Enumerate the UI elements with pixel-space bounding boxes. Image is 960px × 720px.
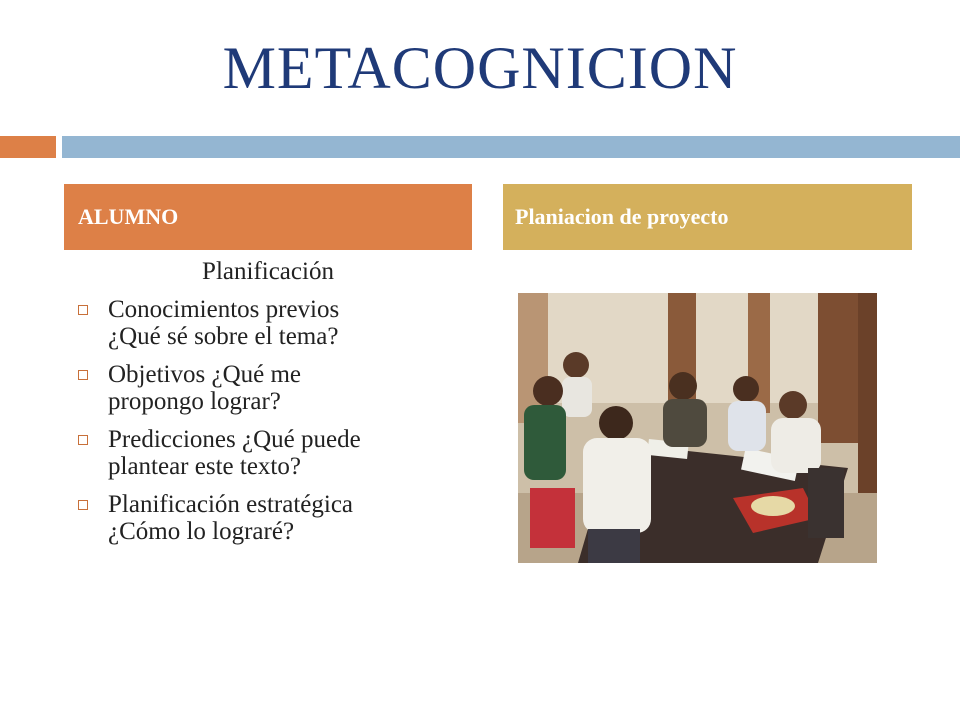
bullet-item [76,426,476,480]
students-photo-illustration [518,293,877,563]
bullet-line: Conocimientos previos [108,296,340,323]
square-bullet-icon [78,435,88,445]
bullet-item [76,296,476,350]
bullet-line: propongo lograr? [108,388,281,415]
bullet-line: plantear este texto? [108,453,301,480]
left-column-header: ALUMNO [64,184,472,250]
bullet-line: Planificación estratégica [108,491,354,518]
accent-bar-blue [62,136,960,158]
bullet-line: Objetivos ¿Qué me [108,361,302,388]
bullet-line: Predicciones ¿Qué puede [108,426,361,453]
slide-title: METACOGNICION [222,35,738,101]
bullet-item [76,361,476,415]
accent-bar-orange [0,136,56,158]
bullet-item [76,491,476,545]
square-bullet-icon [78,370,88,380]
right-column-header: Planiacion de proyecto [503,184,912,250]
bullet-list [76,296,476,556]
subheading: Planificación [202,258,334,285]
bullet-line: ¿Qué sé sobre el tema? [108,323,339,350]
bullet-line: ¿Cómo lo lograré? [108,518,295,545]
square-bullet-icon [78,305,88,315]
students-photo [518,293,877,563]
square-bullet-icon [78,500,88,510]
